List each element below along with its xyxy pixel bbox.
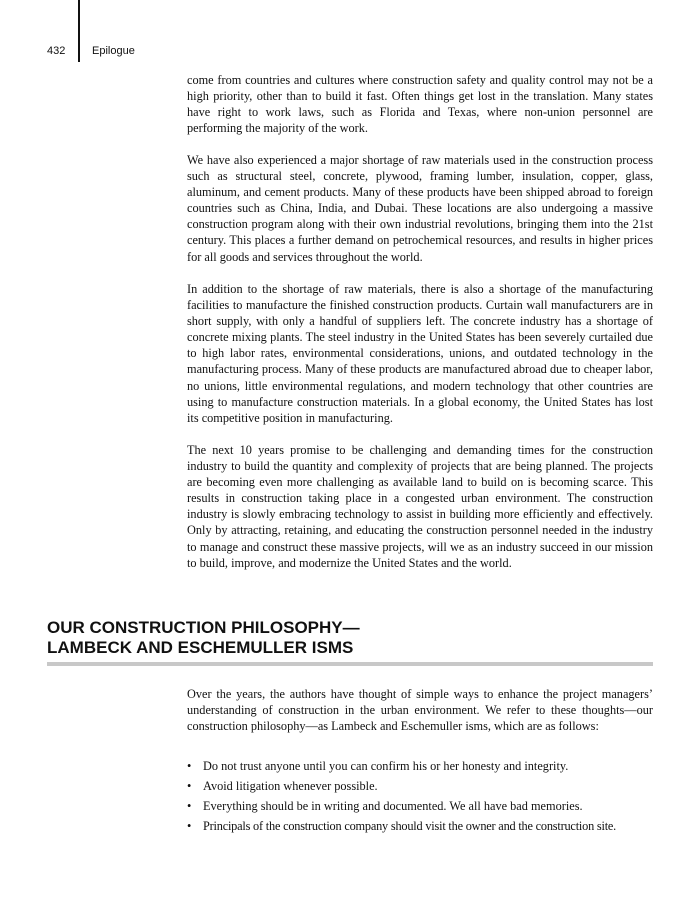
- paragraph-text: The next 10 years promise to be challenging and demanding times for the construction industry to build the quantity and complexity of projects that are being planned. The projects are becoming even more challenging as available land to build on is becoming scarce. This results in construction taking place in a congested urban environment. The construction industry is slowly embracing technology to assist in building more efficiently and effectively. Only by attracting, retaining, and educating the construction personnel needed in the industry to manage and construct these massive projects, will we as an industry succeed in our mission to build, improve, and modernize the United States and the world.: [187, 443, 653, 570]
- bullet-icon: •: [187, 819, 192, 834]
- section-heading-line-2: LAMBECK AND ESCHEMULLER ISMS: [47, 638, 354, 657]
- list-item-text: Everything should be in writing and documented. We all have bad memories.: [203, 799, 583, 814]
- paragraph-text: Over the years, the authors have thought of simple ways to enhance the project managers’ understanding of construction in the urban environment. We refer to these thoughts—our construction philosophy—as Lambeck and Eschemuller isms, which are as follows:: [187, 687, 653, 734]
- page-number: 432: [47, 45, 66, 57]
- section-heading-line-1: OUR CONSTRUCTION PHILOSOPHY—: [47, 618, 360, 637]
- body-paragraph: [187, 281, 653, 426]
- paragraph-text: We have also experienced a major shortage of raw materials used in the construction process such as structural steel, concrete, plywood, framing lumber, insulation, copper, glass, aluminum, and cement products. Many of these products have been shipped abroad to foreign countries such as China, India, and Dubai. These locations are also undergoing a massive construction program along with their own industrial revolutions, bringing them into the 21st century. This places a further demand on petrochemical resources, and results in higher prices for all goods and services throughout the world.: [187, 153, 653, 264]
- header-vertical-rule: [78, 0, 80, 62]
- section-intro-paragraph: [187, 686, 653, 734]
- body-paragraph: [187, 152, 653, 265]
- paragraph-text: In addition to the shortage of raw materials, there is also a shortage of the manufacturing facilities to manufacture the finished construction products. Curtain wall manufacturers are in short supply, with only a handful of suppliers left. The concrete industry has a shortage of concrete mixing plants. The steel industry in the United States has been severely curtailed due to high labor rates, environmental considerations, unions, and outdated technology in the manufacturing process. Many of these products are manufactured abroad due to cheaper labor, no unions, little environmental regulations, and modern technology that other countries are using to manufacture construction materials. In a global economy, the United States has lost its competitive position in manufacturing.: [187, 282, 653, 425]
- list-item: [187, 758, 662, 774]
- section-heading: [47, 618, 653, 658]
- list-item-text: Principals of the construction company should visit the owner and the construction site.: [203, 819, 617, 834]
- bullet-icon: •: [187, 759, 192, 773]
- body-paragraph: [187, 442, 653, 571]
- bullet-icon: •: [187, 779, 192, 794]
- paragraph-text: come from countries and cultures where construction safety and quality control may not be a high priority, other than to build it fast. Often things get lost in the translation. Many states have right to work laws, such as Florida and Texas, where non-union personnel are performing the majority of the work.: [187, 73, 653, 136]
- list-item-text: Do not trust anyone until you can confirm his or her honesty and integrity.: [203, 759, 569, 773]
- bullet-icon: •: [187, 799, 192, 814]
- body-paragraph: [187, 72, 653, 136]
- running-head: Epilogue: [92, 45, 135, 57]
- list-item: [187, 818, 662, 834]
- isms-bullet-list: [187, 758, 662, 838]
- list-item-text: Avoid litigation whenever possible.: [203, 779, 378, 794]
- section-heading-rule: [47, 662, 653, 666]
- list-item: [187, 778, 662, 794]
- list-item: [187, 798, 662, 814]
